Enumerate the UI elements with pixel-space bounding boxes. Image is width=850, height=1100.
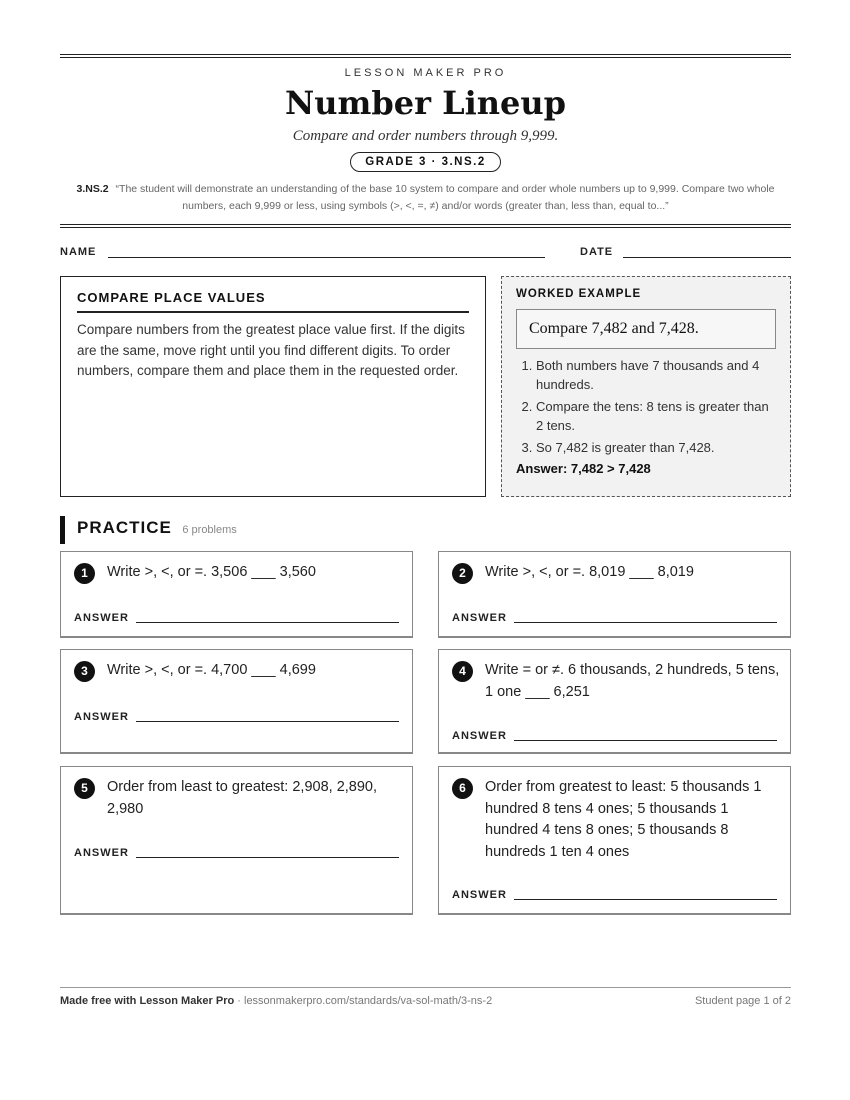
header-rule: [60, 57, 791, 58]
problem-number: 4: [452, 661, 473, 682]
concept-body: Compare numbers from the greatest place value first. If the digits are the same, move right until you find different digits. To order numbers, compare them and place them in the requested order.: [77, 322, 465, 378]
problem-card-1: [60, 551, 413, 638]
problem-number: 5: [74, 778, 95, 799]
example-step: 3. So 7,482 is greater than 7,428.: [536, 438, 776, 457]
problem-card-4: [438, 649, 791, 754]
problem-number: 1: [74, 563, 95, 584]
header-rule: [60, 54, 791, 55]
standard-text: “The student will demonstrate an understanding of the base 10 system to compare and order whole numbers up to 9,999. Compare two whole numbers, each 9,999 or less, using symbols (>, <, =, ≠) and/or words (greater than, less than, equal to...”: [115, 183, 775, 212]
problem-text: Write = or ≠. 6 thousands, 2 hundreds, 5 tens, 1 one ___ 6,251: [485, 662, 780, 700]
answer-field[interactable]: [514, 622, 777, 623]
problem-text: Write >, <, or =. 4,700 ___ 4,699: [107, 662, 316, 678]
name-label: NAME: [60, 246, 97, 258]
page-subtitle: Compare and order numbers through 9,999.: [292, 128, 559, 144]
answer-field[interactable]: [136, 721, 399, 722]
problem-card-2: [438, 551, 791, 638]
example-steps: [516, 356, 776, 457]
answer-label: ANSWER: [74, 711, 129, 723]
grade-badge-wrap: [60, 152, 791, 172]
problem-card-5: [60, 766, 413, 915]
answer-label: ANSWER: [452, 612, 507, 624]
footer-made-with: Made free with Lesson Maker Pro: [60, 995, 235, 1007]
grade-badge: GRADE 3 · 3.NS.2: [350, 152, 501, 172]
practice-count: 6 problems: [182, 524, 237, 536]
problem-card-6: [438, 766, 791, 915]
example-step: 1. Both numbers have 7 thousands and 4 hundreds.: [536, 356, 776, 394]
problem-number: 3: [74, 661, 95, 682]
section-rule: [60, 227, 791, 228]
problem-text: Write >, <, or =. 8,019 ___ 8,019: [485, 564, 694, 580]
footer-rule: [60, 987, 791, 988]
problem-text: Order from least to greatest: 2,908, 2,890, 2,980: [107, 779, 378, 817]
example-answer: Answer: 7,482 > 7,428: [516, 461, 651, 476]
problem-text: Write >, <, or =. 3,506 ___ 3,560: [107, 564, 316, 580]
answer-field[interactable]: [136, 622, 399, 623]
page-title: Number Lineup: [284, 84, 567, 122]
problem-number: 2: [452, 563, 473, 584]
concept-box: [60, 276, 486, 497]
answer-field[interactable]: [514, 899, 777, 900]
worked-example-box: [501, 276, 791, 497]
answer-label: ANSWER: [74, 612, 129, 624]
problem-text: Order from greatest to least: 5 thousands 1 hundred 8 tens 4 ones; 5 thousands 1 hundred 4 tens 8 ones; 5 thousands 8 hundreds 1 ten 4 ones: [485, 779, 762, 860]
answer-field[interactable]: [514, 740, 777, 741]
answer-label: ANSWER: [452, 730, 507, 742]
answer-label: ANSWER: [74, 847, 129, 859]
footer-url[interactable]: · lessonmakerpro.com/standards/va-sol-math/3-ns-2: [234, 995, 493, 1007]
standard-description: [60, 181, 791, 215]
problem-number: 6: [452, 778, 473, 799]
name-field[interactable]: [108, 257, 545, 258]
brand-label: LESSON MAKER PRO: [344, 67, 507, 79]
footer-page-number: Student page 1 of 2: [694, 995, 791, 1007]
standard-code: 3.NS.2: [76, 183, 109, 195]
answer-field[interactable]: [136, 857, 399, 858]
example-step: 2. Compare the tens: 8 tens is greater than 2 tens.: [536, 397, 776, 435]
example-title: WORKED EXAMPLE: [516, 288, 642, 300]
date-label: DATE: [580, 246, 614, 258]
example-prompt: Compare 7,482 and 7,428.: [516, 309, 776, 349]
problem-card-3: [60, 649, 413, 754]
practice-header: [60, 516, 791, 544]
practice-title: PRACTICE: [77, 518, 172, 537]
footer-credit: [60, 995, 492, 1007]
concept-title: COMPARE PLACE VALUES: [77, 290, 469, 313]
answer-label: ANSWER: [452, 889, 507, 901]
section-rule: [60, 224, 791, 225]
name-date-row: [60, 246, 791, 262]
date-field[interactable]: [623, 257, 791, 258]
